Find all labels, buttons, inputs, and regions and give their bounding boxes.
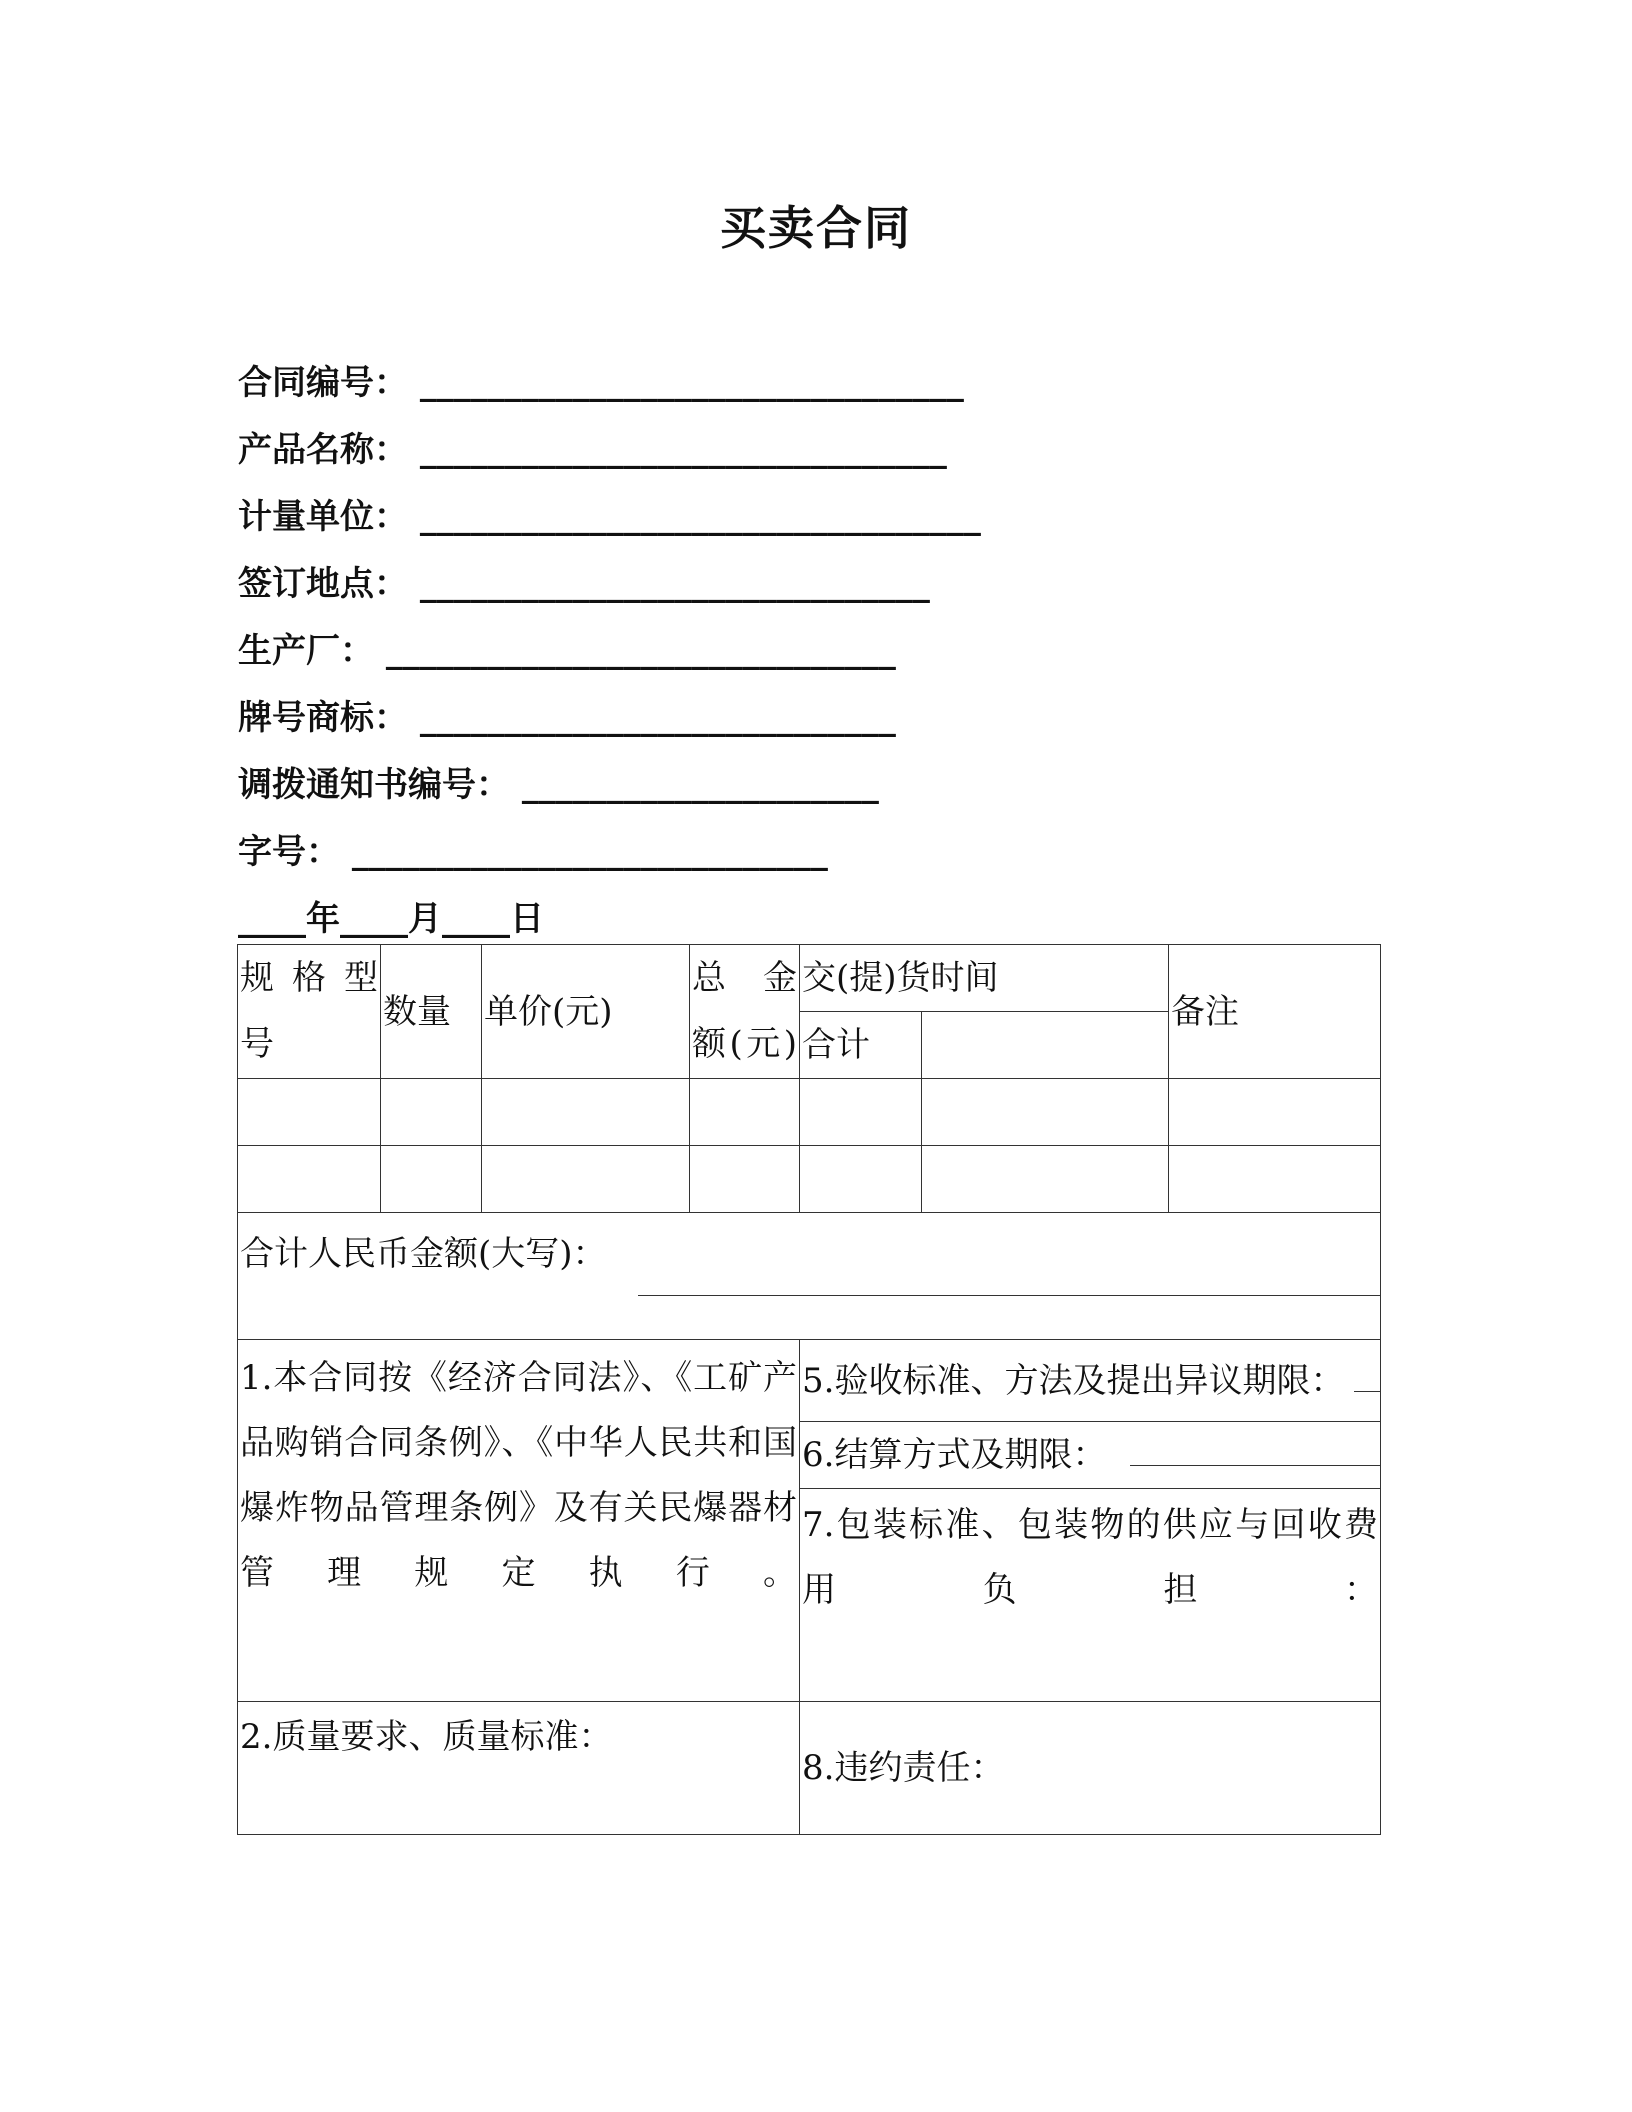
clause-5[interactable] [800,1340,1381,1422]
table-row [238,1146,1381,1213]
fill-in-blank[interactable]: ______________________________ [419,564,930,604]
table-cell[interactable] [800,1079,922,1146]
header-delivery-time: 交(提)货时间 [800,945,1169,1012]
field-manufacturer [238,618,981,685]
clause-6[interactable] [800,1422,1381,1489]
header-qty: 数量 [381,945,482,1079]
field-label: 产品名称： [238,430,408,470]
fill-in-blank[interactable]: _____________________ [521,765,879,805]
field-product-name [238,417,981,484]
clause-2[interactable] [238,1702,800,1835]
amount-in-words-cell[interactable] [238,1213,1381,1340]
header-fields [238,350,981,953]
table-cell[interactable] [381,1079,482,1146]
table-cell[interactable] [922,1146,1169,1213]
table-cell[interactable] [238,1079,381,1146]
field-label: 牌号商标： [238,698,408,738]
table-cell[interactable] [1169,1079,1381,1146]
header-total [690,945,800,1079]
field-brand [238,685,981,752]
fill-in-blank[interactable]: ____________________________ [419,698,896,738]
field-signing-place [238,551,981,618]
field-label: 计量单位： [238,497,408,537]
date-line[interactable]: ____年____月____日 [238,899,544,939]
field-label: 生产厂： [238,631,374,671]
clause-5-text: 5.验收标准、方法及提出异议期限： [802,1360,1345,1401]
field-label: 签订地点： [238,564,408,604]
clause-6-line[interactable] [1130,1464,1380,1466]
table-cell[interactable] [922,1079,1169,1146]
table-cell[interactable] [800,1146,922,1213]
table-cell[interactable] [482,1146,690,1213]
header-spec [238,945,381,1079]
table-cell[interactable] [381,1146,482,1213]
header-unit-price: 单价(元) [482,945,690,1079]
header-remarks: 备注 [1169,945,1381,1079]
field-label: 调拨通知书编号： [238,765,510,805]
clause-1-text: 1.本合同按《经济合同法》、《工矿产品购销合同条例》、《中华人民共和国爆炸物品管理条例》及有关民爆器材管理规定执行。 [240,1358,797,1593]
header-delivery-blank[interactable] [922,1012,1169,1079]
clause-5-line[interactable] [1354,1390,1380,1392]
header-subtotal: 合计 [800,1012,922,1079]
header-spec-text: 规 格 型号 [240,958,378,1064]
table-cell[interactable] [238,1146,381,1213]
table-cell[interactable] [690,1146,800,1213]
clause-8-text: 8.违约责任： [802,1748,1005,1788]
fill-in-blank[interactable]: ______________________________ [385,631,896,671]
clause-2-text: 2.质量要求、质量标准： [240,1717,613,1757]
contract-table [237,944,1380,1832]
field-unit [238,484,981,551]
fill-in-blank[interactable]: ____________________________ [351,832,828,872]
clause-6-text: 6.结算方式及期限： [802,1435,1107,1475]
header-total-text: 总 金额(元) [692,958,797,1064]
field-label: 合同编号： [238,363,408,403]
clause-1 [238,1340,800,1702]
amount-in-words-line[interactable] [638,1295,1380,1296]
table-cell[interactable] [482,1079,690,1146]
table-cell[interactable] [1169,1146,1381,1213]
table-row [238,1079,1381,1146]
fill-in-blank[interactable]: _________________________________ [419,497,981,537]
field-contract-no [238,350,981,417]
field-allocation-notice-no [238,752,981,819]
clause-7-text: 7.包装标准、包装物的供应与回收费用负担： [802,1505,1378,1610]
fill-in-blank[interactable]: _______________________________ [419,430,947,470]
field-label: 字号： [238,832,340,872]
clause-8[interactable] [800,1702,1381,1835]
table-cell[interactable] [690,1079,800,1146]
document-title: 买卖合同 [720,201,912,255]
clause-7[interactable] [800,1489,1381,1702]
amount-in-words-label: 合计人民币金额(大写)： [240,1234,607,1274]
field-ref-no [238,819,981,886]
fill-in-blank[interactable]: ________________________________ [419,363,964,403]
